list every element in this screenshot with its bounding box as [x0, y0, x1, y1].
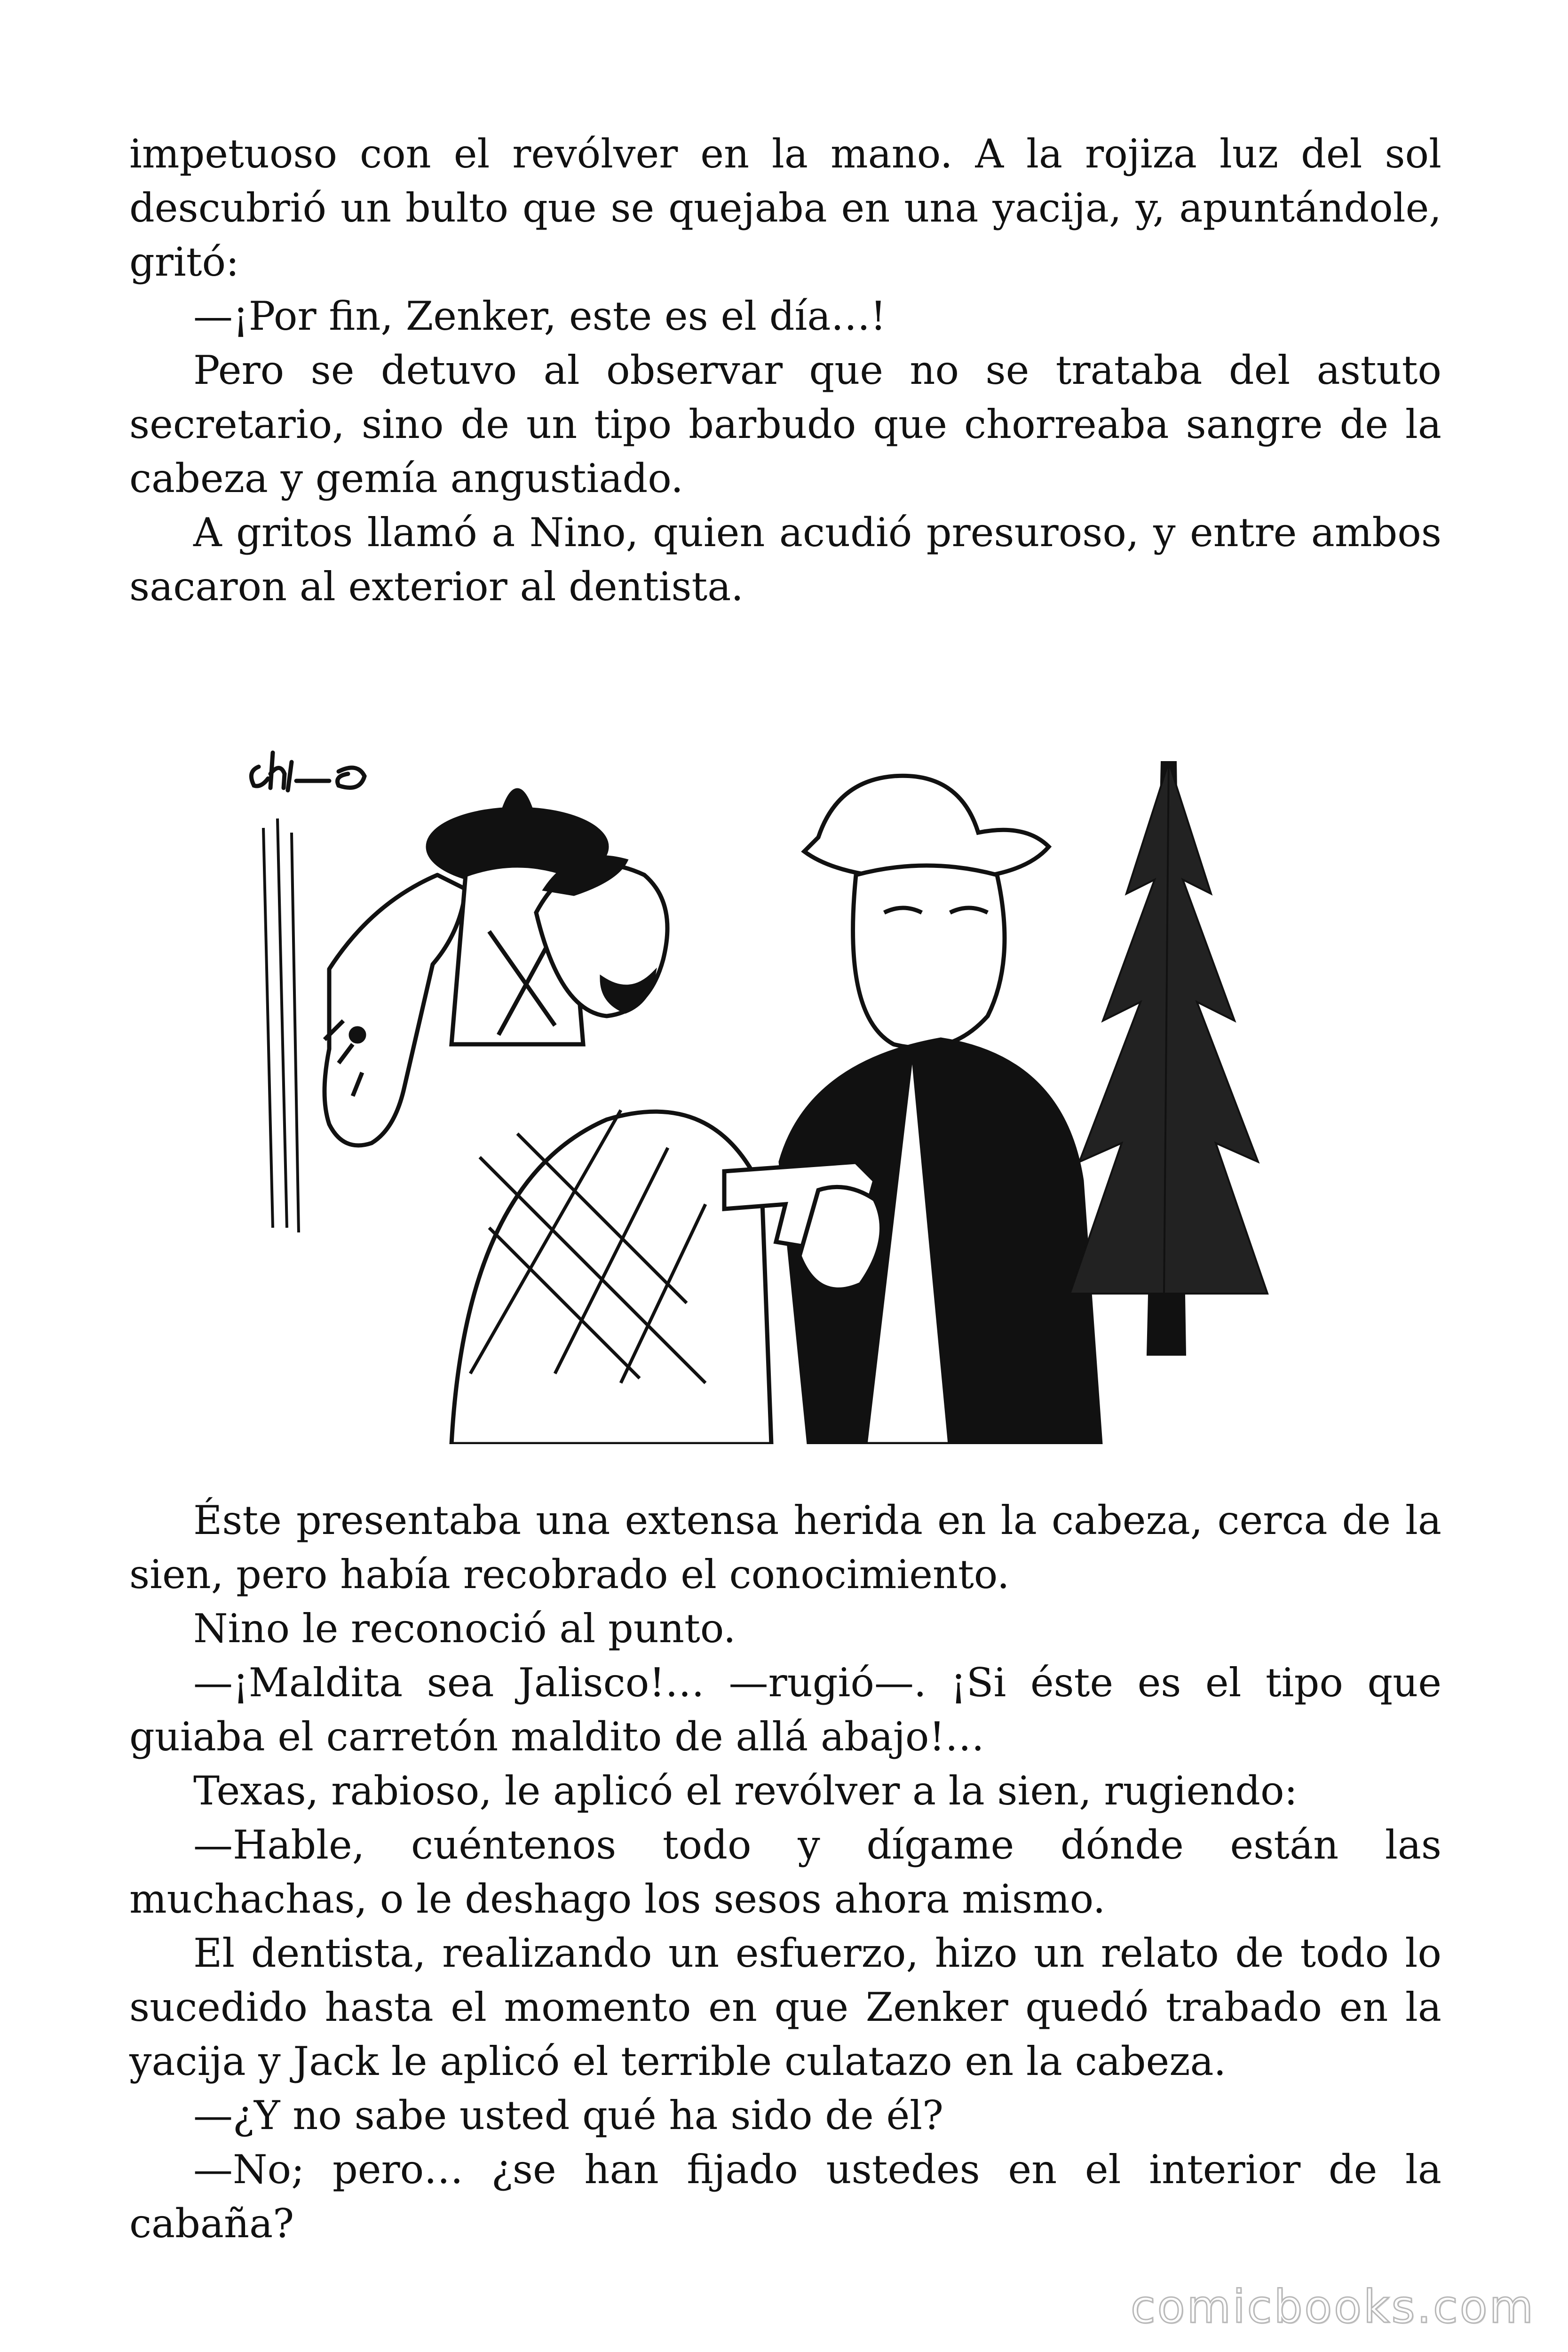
- paragraph: —Hable, cuéntenos todo y dígame dónde están las muchachas, o le deshago los sesos ahora mismo.: [129, 1822, 1441, 1922]
- paragraph: —¿Y no sabe usted qué ha sido de él?: [193, 2092, 944, 2138]
- paragraph: —¡Por fin, Zenker, este es el día…!: [193, 293, 887, 339]
- paragraph: Nino le reconoció al punto.: [193, 1605, 736, 1652]
- western-illustration: [245, 734, 1326, 1444]
- artist-signature: [251, 753, 364, 790]
- paragraph: El dentista, realizando un esfuerzo, hizo un relato de todo lo sucedido hasta el momento en que Zenker quedó trabado en la yacija y Jack le aplicó el terrible culatazo en la cabeza.: [129, 1930, 1441, 2084]
- cowboy-hat: [781, 776, 1101, 1444]
- paragraph: —¡Maldita sea Jalisco!… —rugió—. ¡Si éste es el tipo que guiaba el carretón maldito de allá abajo!…: [129, 1660, 1441, 1760]
- paragraph: Pero se detuvo al observar que no se trataba del astuto secretario, sino de un tipo barbudo que chorreaba sangre de la cabeza y gemía angustiado.: [129, 347, 1441, 501]
- text-block-top: [129, 127, 1441, 614]
- paragraph: Éste presentaba una extensa herida en la cabeza, cerca de la sien, pero había recobrado el conocimiento.: [129, 1497, 1441, 1597]
- watermark: comicbooks.com: [1130, 2280, 1535, 2333]
- paragraph: —No; pero… ¿se han fijado ustedes en el interior de la cabaña?: [129, 2146, 1441, 2247]
- hatching-left: [263, 818, 299, 1232]
- horse-figure: [325, 875, 466, 1145]
- paragraph: impetuoso con el revólver en la mano. A la rojiza luz del sol descubrió un bulto que se quejaba en una yacija, y, apuntándole, gritó:: [129, 131, 1441, 285]
- paragraph: Texas, rabioso, le aplicó el revólver a la sien, rugiendo:: [193, 1768, 1298, 1814]
- text-block-bottom: [129, 1494, 1441, 2251]
- pine-tree: [1070, 762, 1267, 1355]
- paragraph: A gritos llamó a Nino, quien acudió presuroso, y entre ambos sacaron al exterior al dentista.: [129, 509, 1441, 610]
